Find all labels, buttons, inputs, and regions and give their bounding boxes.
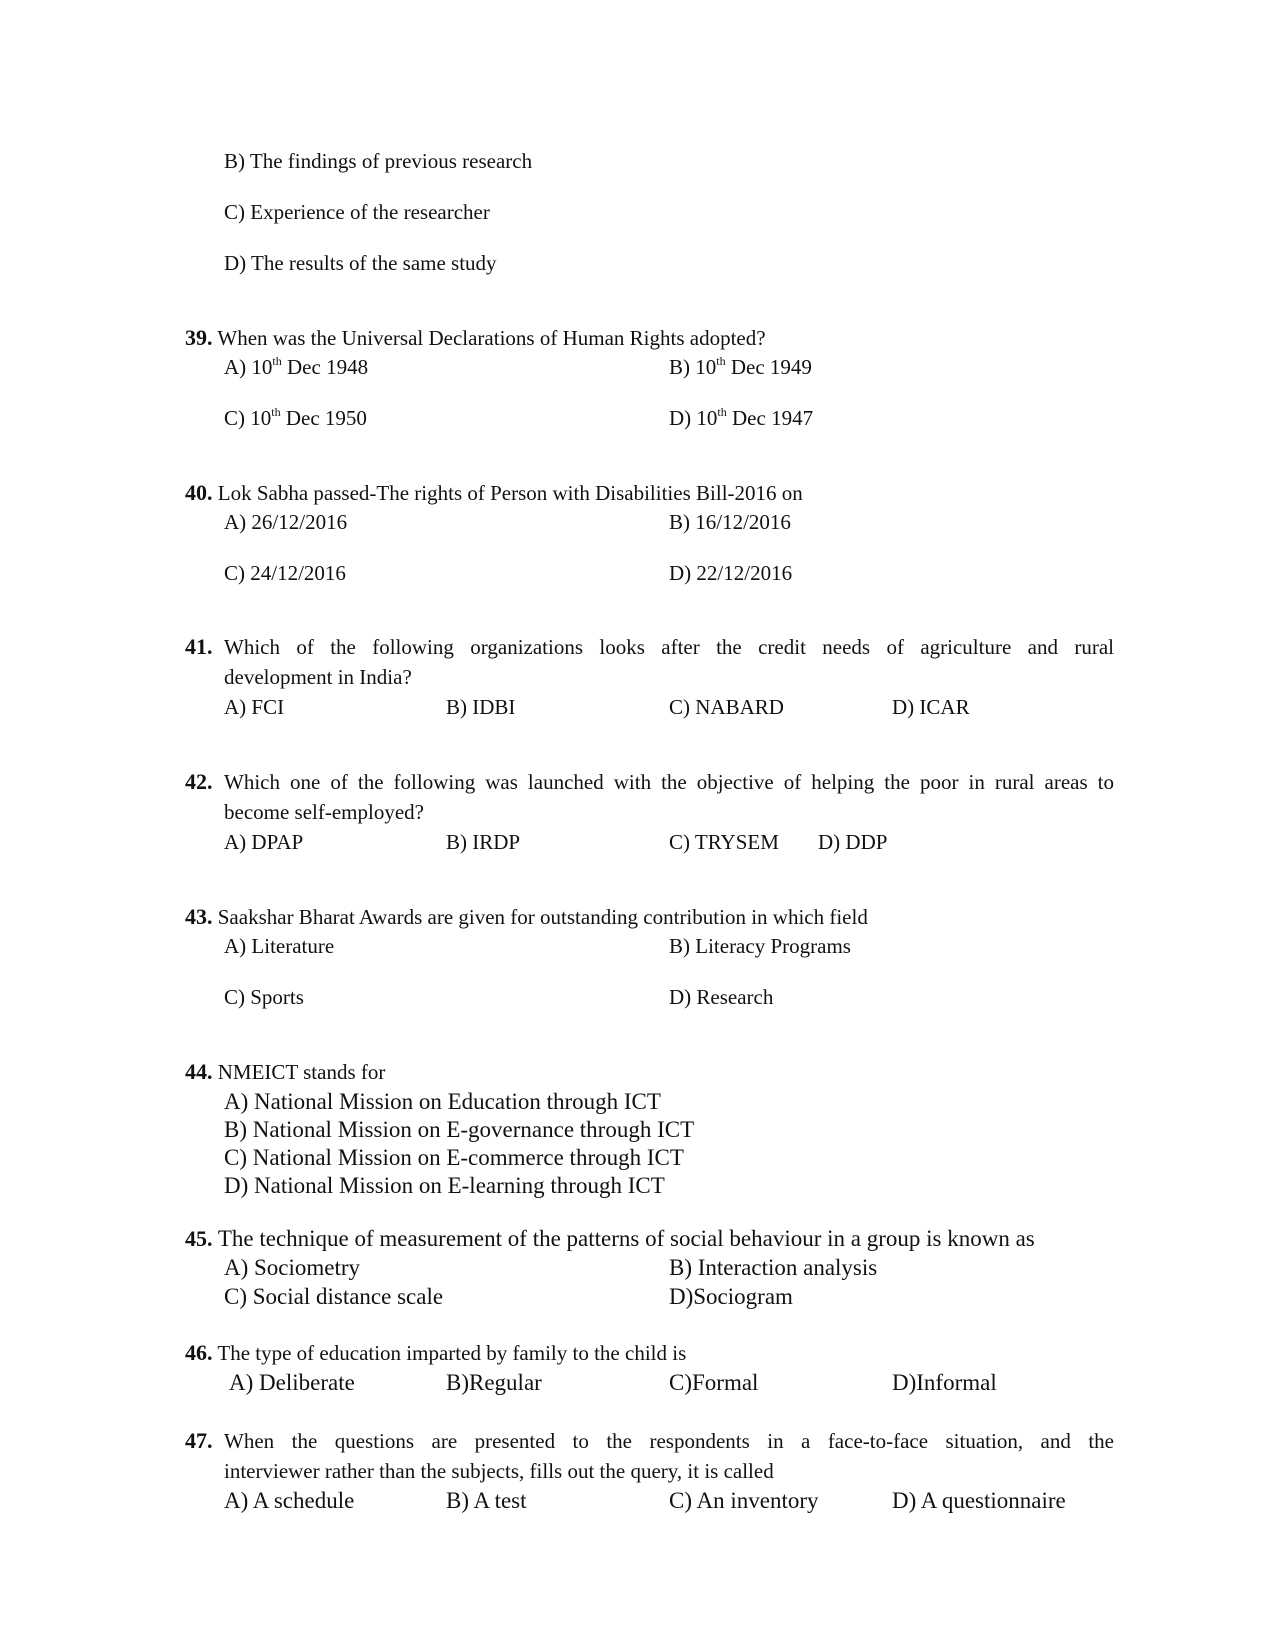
q46-option-a: A) Deliberate — [229, 1370, 355, 1395]
q47-option-a: A) A schedule — [224, 1488, 355, 1513]
q43-text: Saakshar Bharat Awards are given for outstanding contribution in which field — [217, 905, 868, 929]
q44-option-d: D) National Mission on E-learning through ICT — [224, 1173, 665, 1198]
q40-text: Lok Sabha passed-The rights of Person with Disabilities Bill-2016 on — [217, 481, 803, 505]
q40-number: 40. — [185, 480, 213, 505]
q41-number: 41. — [185, 634, 213, 659]
q39-stem — [185, 325, 766, 351]
q44-text: NMEICT stands for — [217, 1060, 386, 1084]
q42-option-b: B) IRDP — [446, 830, 521, 854]
q38-option-d: D) The results of the same study — [224, 251, 497, 275]
q41-option-b: B) IDBI — [446, 695, 516, 719]
q46-text: The type of education imparted by family to the child is — [217, 1341, 687, 1365]
q42-text-line1: Which one of the following was launched with the objective of helping the poor in rural areas to — [224, 770, 1114, 794]
q39-option-c: C) 10th Dec 1950 — [224, 405, 367, 430]
q44-stem — [185, 1059, 385, 1085]
q41-text-line1: Which of the following organizations looks after the credit needs of agriculture and rural — [224, 635, 1114, 659]
q40-option-b: B) 16/12/2016 — [669, 510, 791, 534]
q38-option-c: C) Experience of the researcher — [224, 200, 490, 224]
q45-option-c: C) Social distance scale — [224, 1284, 444, 1309]
q45-stem — [185, 1226, 1035, 1252]
q42-option-c: C) TRYSEM — [669, 830, 779, 854]
q47-number: 47. — [185, 1428, 213, 1453]
q42-option-d: D) DDP — [818, 830, 888, 854]
q46-option-d: D)Informal — [892, 1370, 997, 1395]
q39-number: 39. — [185, 325, 213, 350]
q40-option-c: C) 24/12/2016 — [224, 561, 346, 585]
q43-option-a: A) Literature — [224, 934, 335, 958]
q46-option-c: C)Formal — [669, 1370, 759, 1395]
q40-option-a: A) 26/12/2016 — [224, 510, 348, 534]
q39-option-b: B) 10th Dec 1949 — [669, 354, 812, 379]
q43-number: 43. — [185, 904, 213, 929]
q43-option-c: C) Sports — [224, 985, 304, 1009]
q47-option-c: C) An inventory — [669, 1488, 819, 1513]
q43-option-b: B) Literacy Programs — [669, 934, 851, 958]
q46-option-b: B)Regular — [446, 1370, 542, 1395]
q43-option-d: D) Research — [669, 985, 774, 1009]
q40-option-d: D) 22/12/2016 — [669, 561, 793, 585]
q41-option-d: D) ICAR — [892, 695, 970, 719]
q43-stem — [185, 904, 868, 930]
q47-text-line2: interviewer rather than the subjects, fills out the query, it is called — [224, 1459, 774, 1483]
q39-text: When was the Universal Declarations of Human Rights adopted? — [217, 326, 766, 350]
q42-text-line2: become self-employed? — [224, 800, 424, 824]
q47-text-line1: When the questions are presented to the respondents in a face-to-face situation, and the — [224, 1429, 1114, 1453]
q45-option-d: D)Sociogram — [669, 1284, 793, 1309]
q46-number: 46. — [185, 1340, 213, 1365]
q45-option-a: A) Sociometry — [224, 1255, 361, 1280]
q44-number: 44. — [185, 1059, 213, 1084]
q41-text-line2: development in India? — [224, 665, 412, 689]
q47-option-b: B) A test — [446, 1488, 527, 1513]
q41-option-a: A) FCI — [224, 695, 285, 719]
q41-option-c: C) NABARD — [669, 695, 784, 719]
q46-stem — [185, 1340, 686, 1366]
q39-option-d: D) 10th Dec 1947 — [669, 405, 814, 430]
q38-option-b: B) The findings of previous research — [224, 149, 533, 173]
q45-number: 45. — [185, 1226, 213, 1251]
q45-option-b: B) Interaction analysis — [669, 1255, 878, 1280]
q44-option-a: A) National Mission on Education through ICT — [224, 1089, 661, 1114]
q42-option-a: A) DPAP — [224, 830, 304, 854]
q47-option-d: D) A questionnaire — [892, 1488, 1066, 1513]
q42-number: 42. — [185, 769, 213, 794]
q39-option-a: A) 10th Dec 1948 — [224, 354, 369, 379]
q40-stem — [185, 480, 803, 506]
q44-option-c: C) National Mission on E-commerce through ICT — [224, 1145, 684, 1170]
q44-option-b: B) National Mission on E-governance through ICT — [224, 1117, 695, 1142]
q45-text: The technique of measurement of the patterns of social behaviour in a group is known as — [217, 1226, 1035, 1251]
